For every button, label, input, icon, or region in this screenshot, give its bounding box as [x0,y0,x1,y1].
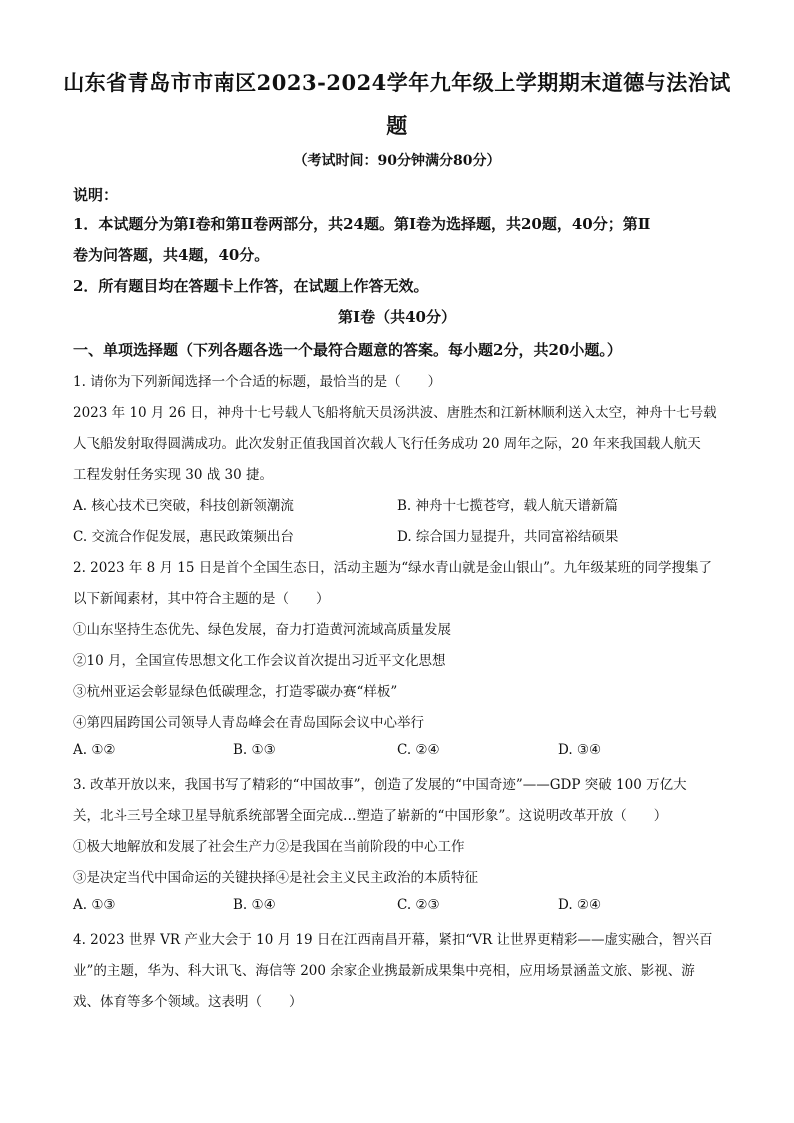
q1-option-d: D. 综合国力显提升，共同富裕结硕果 [397,529,619,545]
q2-option-b: B. ①③ [233,742,276,758]
q3-option-d: D. ②④ [558,897,602,913]
q2-statement-3: ③杭州亚运会彰显绿色低碳理念，打造零碳办赛“样板” [73,684,398,700]
q1-option-a: A. 核心技术已突破，科技创新领潮流 [73,498,294,514]
q2-option-c: C. ②④ [397,742,440,758]
q1-paragraph-line2: 人飞船发射取得圆满成功。此次发射正值我国首次载人飞行任务成功 20 周年之际，20 年来我国载人航天 [73,436,701,452]
q2-option-a: A. ①② [73,742,116,758]
notes-line2: 卷为问答题，共4题，40分。 [73,246,270,264]
notes-label: 说明： [73,186,119,204]
q1-option-b: B. 神舟十七揽苍穹，载人航天谱新篇 [397,498,619,514]
q2-statement-4: ④第四届跨国公司领导人青岛峰会在青岛国际会议中心举行 [73,715,424,731]
q3-option-a: A. ①③ [73,897,116,913]
q1-stem: 1. 请你为下列新闻选择一个合适的标题，最恰当的是（ ） [73,374,442,390]
q3-stem-line2: 关，北斗三号全球卫星导航系统部署全面完成…塑造了崭新的“中国形象”。这说明改革开放（ ） [73,808,668,824]
section-title: 第Ⅰ卷（共40分） [338,308,456,326]
notes-line3: 2．所有题目均在答题卡上作答，在试题上作答无效。 [73,277,429,295]
exam-title-line1: 山东省青岛市市南区2023-2024学年九年级上学期期末道德与法治试 [63,70,731,95]
q3-stem-line1: 3. 改革开放以来，我国书写了精彩的“中国故事”，创造了发展的“中国奇迹”——GDP 突破 100 万亿大 [73,777,687,793]
q4-stem-line2: 业”的主题，华为、科大讯飞、海信等 200 余家企业携最新成果集中亮相，应用场景涵盖文旅、影视、游 [73,963,695,979]
q2-stem-line1: 2. 2023 年 8 月 15 日是首个全国生态日，活动主题为“绿水青山就是金山银山”。九年级某班的同学搜集了 [73,560,713,576]
q3-option-c: C. ②③ [397,897,440,913]
q1-paragraph-line1: 2023 年 10 月 26 日，神舟十七号载人飞船将航天员汤洪波、唐胜杰和江新林顺利送入太空，神舟十七号载 [73,405,717,421]
q1-paragraph-line3: 工程发射任务实现 30 战 30 捷。 [73,467,274,483]
q3-statement-12: ①极大地解放和发展了社会生产力②是我国在当前阶段的中心工作 [73,839,465,855]
q2-statement-2: ②10 月，全国宣传思想文化工作会议首次提出习近平文化思想 [73,653,446,669]
section-heading: 一、单项选择题（下列各题各选一个最符合题意的答案。每小题2分，共20小题。） [73,341,622,359]
q4-stem-line1: 4. 2023 世界 VR 产业大会于 10 月 19 日在江西南昌开幕，紧扣“VR 让世界更精彩——虚实融合，智兴百 [73,932,713,948]
q4-stem-line3: 戏、体育等多个领域。这表明（ ） [73,994,303,1010]
exam-title-line2: 题 [386,113,408,138]
q2-option-d: D. ③④ [558,742,602,758]
q1-option-c: C. 交流合作促发展，惠民政策频出台 [73,529,294,545]
notes-line1: 1．本试题分为第Ⅰ卷和第Ⅱ卷两部分，共24题。第Ⅰ卷为选择题，共20题，40分；第Ⅱ [73,215,651,233]
q2-statement-1: ①山东坚持生态优先、绿色发展，奋力打造黄河流域高质量发展 [73,622,451,638]
q3-option-b: B. ①④ [233,897,276,913]
q2-stem-line2: 以下新闻素材，其中符合主题的是（ ） [73,591,330,607]
q3-statement-34: ③是决定当代中国命运的关键抉择④是社会主义民主政治的本质特征 [73,870,478,886]
exam-subtitle: （考试时间：90分钟满分80分） [293,153,501,169]
